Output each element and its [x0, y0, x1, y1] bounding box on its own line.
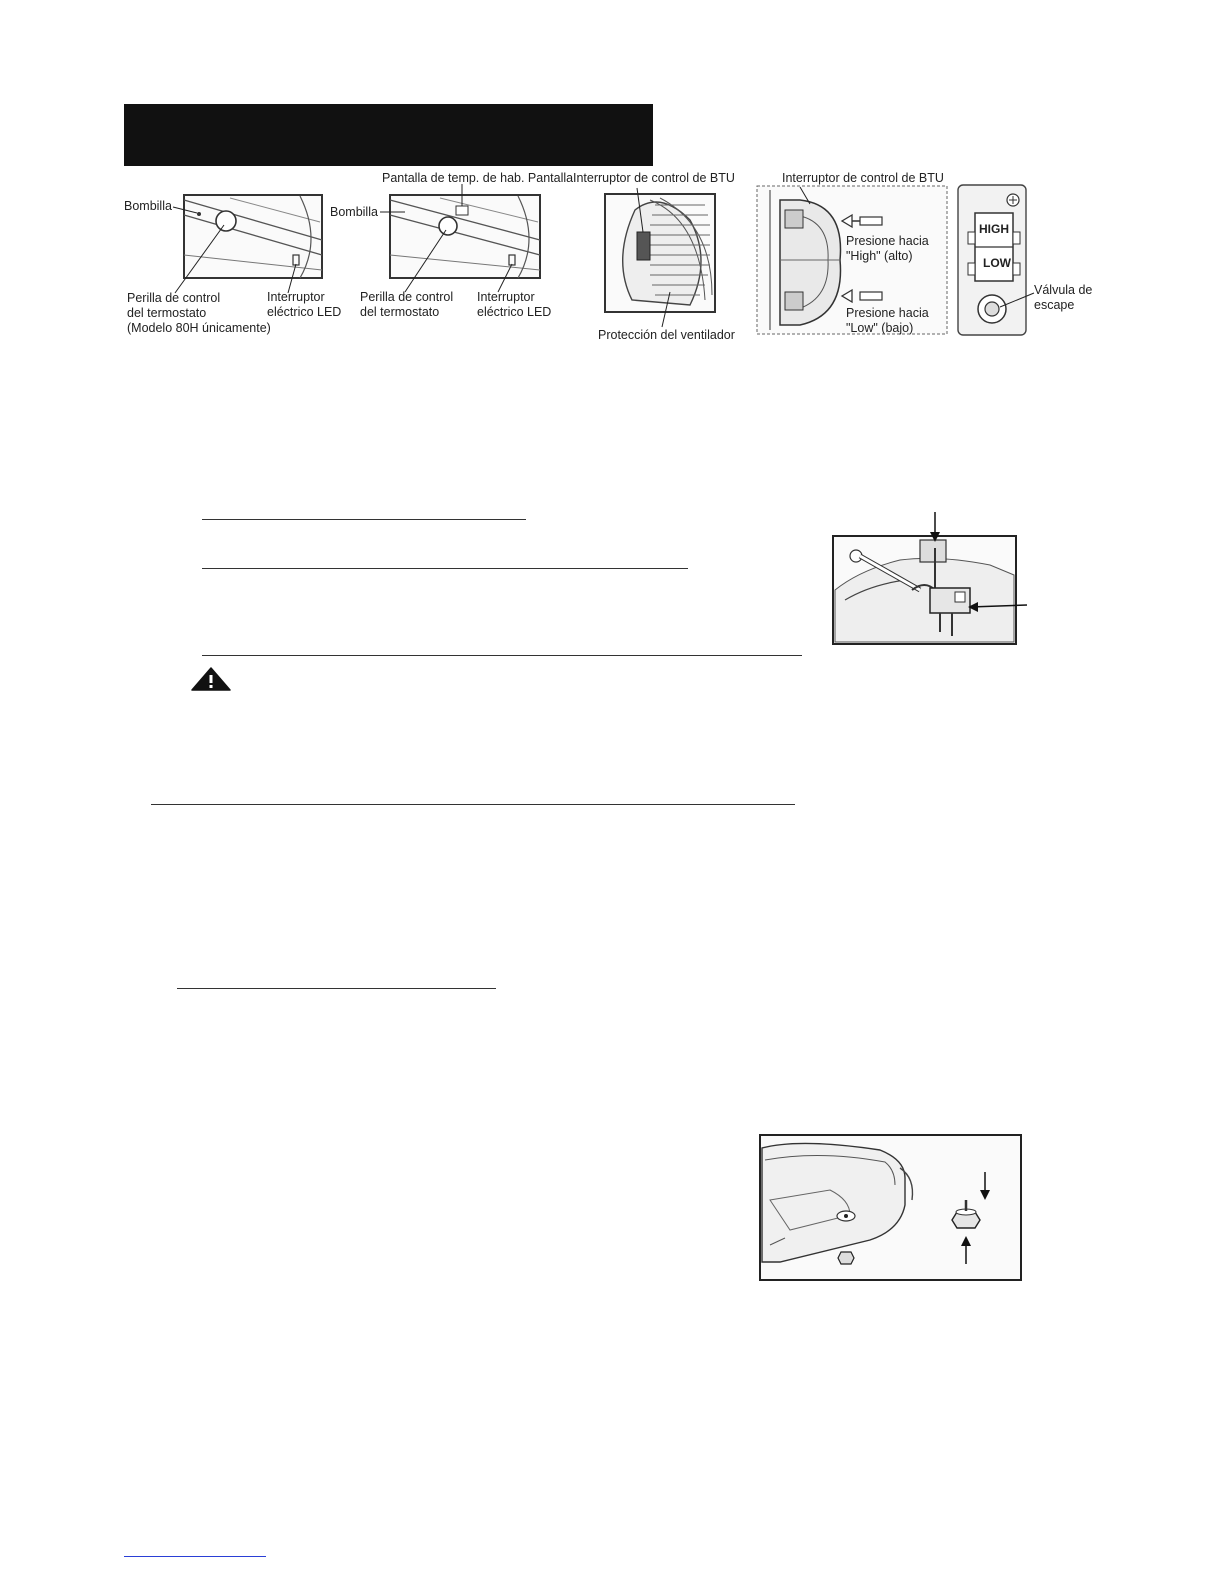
fig2-led-label-line1: Interruptor: [477, 290, 535, 304]
fig1-knob-label-line3: (Modelo 80H únicamente): [127, 321, 271, 335]
fig2-knob-label-line1: Perilla de control: [360, 290, 454, 304]
fig3-switch-label: Interruptor de control de BTU: [573, 171, 735, 185]
fig1-knob-label-line2: del termostato: [127, 306, 207, 320]
fig5-low-text: LOW: [983, 256, 1011, 270]
fig4-high-label-line2: "High" (alto): [846, 249, 913, 263]
fig1-led-label-line2: eléctrico LED: [267, 305, 342, 319]
fig1-bulb-label: Bombilla: [124, 199, 172, 213]
fig4-high-label-line1: Presione hacia: [846, 234, 929, 248]
fig5-valve-label-line2: escape: [1034, 298, 1075, 312]
fig5-valve-label-line1: Válvula de: [1034, 283, 1093, 297]
fig2-led-label-line2: eléctrico LED: [477, 305, 552, 319]
fig4-low-label-line2: "Low" (bajo): [846, 321, 914, 335]
fig2-display-label: Pantalla de temp. de hab. Pantalla: [382, 171, 574, 185]
fig1-led-label-line1: Interruptor: [267, 290, 325, 304]
fig1-knob-label-line1: Perilla de control: [127, 291, 221, 305]
fig5-high-text: HIGH: [979, 222, 1009, 236]
fig2-bulb-label: Bombilla: [330, 205, 378, 219]
fig4-switch-label: Interruptor de control de BTU: [782, 171, 944, 185]
fig3-guard-label: Protección del ventilador: [598, 328, 735, 342]
fig4-low-label-line1: Presione hacia: [846, 306, 929, 320]
fig2-knob-label-line2: del termostato: [360, 305, 440, 319]
